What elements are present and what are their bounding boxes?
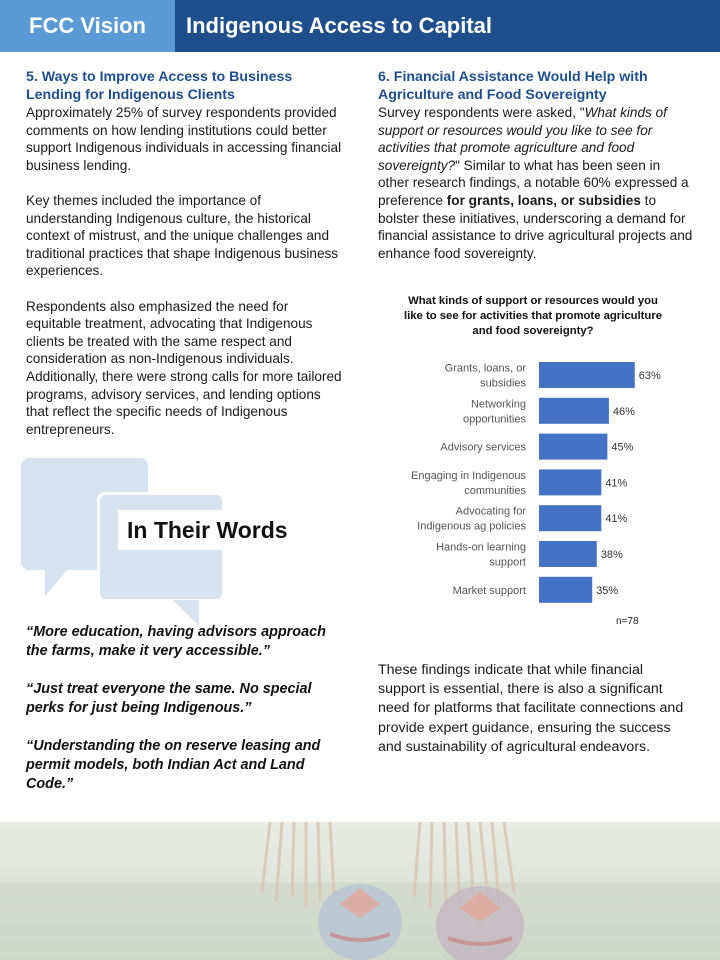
support-chart — [378, 294, 698, 634]
chart-category-label: Grants, loans, or subsidies — [444, 362, 526, 390]
emphasis-text: for grants, loans, or subsidies — [446, 192, 641, 208]
section-5-para-2: Key themes included the importance of understanding Indigenous culture, the historical context of mistrust, and the unique challenges and traditional practices that shape Indigenous business experiences. — [26, 192, 339, 279]
chart-bar — [539, 505, 601, 531]
chart-category-label: Hands-on learning support — [436, 541, 526, 569]
quote-item: “Just treat everyone the same. No special perks for just being Indigenous.” — [26, 681, 312, 716]
chart-category-label: Networking opportunities — [463, 398, 526, 426]
chart-bar — [539, 541, 597, 567]
chart-value-label: 35% — [596, 584, 619, 597]
section-6-title: 6. Financial Assistance Would Help with Agriculture and Food Sovereignty — [378, 69, 648, 103]
chart-title: What kinds of support or resources would you like to see for activities that promote agriculture and food sovereignty? — [403, 295, 662, 337]
chart-category-label: Advocating for Indigenous ag policies — [417, 505, 526, 533]
bar-chart-svg — [378, 294, 698, 634]
chart-category-label: Advisory services — [440, 441, 526, 454]
chart-category-label: Market support — [452, 584, 526, 597]
chart-value-label: 41% — [605, 477, 628, 490]
section-6-body: Survey respondents were asked, "What kinds of support or resources would you like to see for activities that promote agriculture and food sovereignty?" Similar to what has been seen in other research findings, a notable 60% expressed a preference for grants, loans, or subsidies to bolster these initiatives, underscoring a demand for financial assistance to drive agricultural projects and enhance food sovereignty. — [378, 105, 693, 261]
speech-bubbles-graphic — [18, 452, 318, 632]
quote-item: “More education, having advisors approach the farms, make it very accessible.” — [26, 624, 326, 659]
chart-value-label: 45% — [611, 441, 634, 454]
chart-value-label: 63% — [638, 370, 661, 382]
chart-bar — [539, 577, 592, 603]
chart-bar — [539, 469, 601, 495]
chart-category-label: Engaging in Indigenous communities — [411, 469, 526, 497]
section-5-para-1: Approximately 25% of survey respondents provided comments on how lending institutions could better support Indigenous individuals in accessing financial business lending. — [26, 105, 342, 173]
findings-paragraph: These findings indicate that while financial support is essential, there is also a significant need for platforms that facilitate connections and provide expert guidance, ensuring the success and sustainability of agricultural endeavors. — [378, 662, 684, 755]
moccasins-photo — [0, 822, 720, 960]
chart-value-label: 41% — [605, 513, 628, 526]
section-5-title: 5. Ways to Improve Access to Business Lending for Indigenous Clients — [26, 69, 293, 103]
quotes-list — [26, 623, 336, 794]
chart-value-label: 38% — [600, 549, 623, 561]
section-5-para-3: Respondents also emphasized the need for equitable treatment, advocating that Indigenous clients be treated with the same respect and consideration as non-Indigenous individuals. Additionally, there were strong calls for more tailored programs, advisory services, and lending options that reflect the specific needs of Indigenous entrepreneurs. — [26, 298, 342, 437]
brand-label: FCC Vision — [0, 0, 175, 52]
chart-bar — [539, 398, 609, 424]
quote-item: “Understanding the on reserve leasing and permit models, both Indian Act and Land Code.” — [26, 738, 321, 792]
section-6 — [378, 68, 694, 262]
sample-size-note: n=78 — [616, 616, 639, 627]
survey-question: What kinds of support or resources would you like to see for activities that promote agriculture and food sovereignty? — [378, 105, 667, 173]
chart-bar — [539, 362, 635, 388]
chart-value-label: 46% — [612, 405, 635, 418]
in-their-words-heading: In Their Words — [118, 510, 310, 550]
page-title: Indigenous Access to Capital — [175, 0, 720, 52]
chart-bar — [539, 434, 607, 460]
section-5 — [26, 68, 344, 438]
